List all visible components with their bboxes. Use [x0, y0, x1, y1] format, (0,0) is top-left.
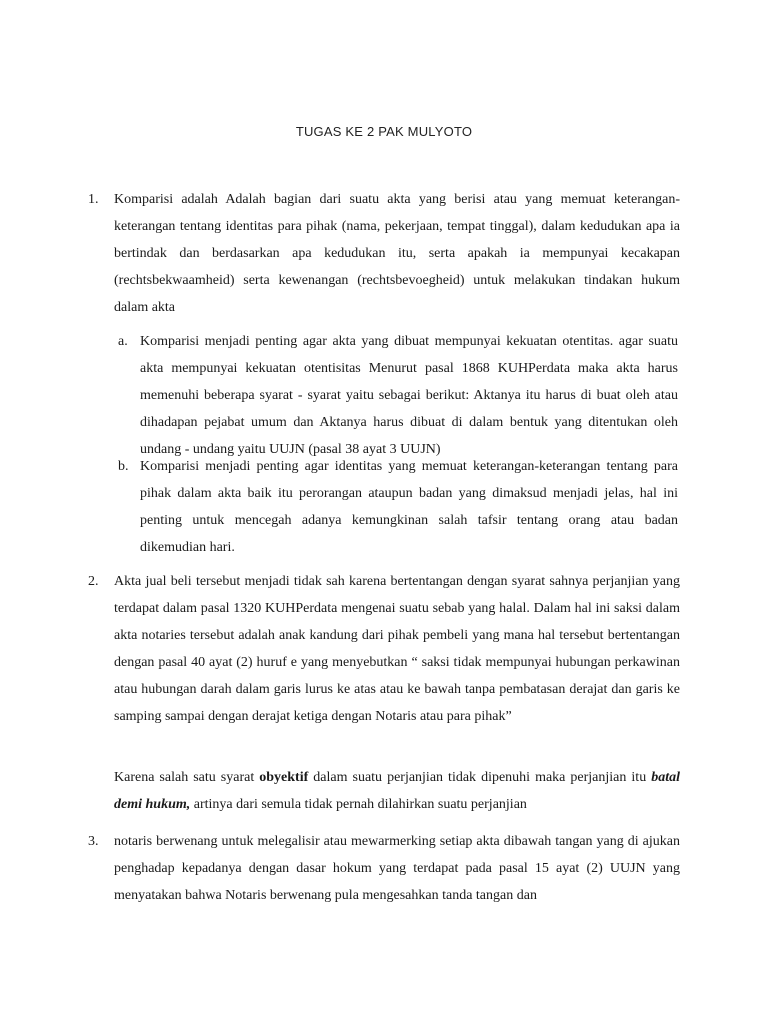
sub-item-label: a. [118, 334, 128, 349]
bold-term: obyektif [259, 770, 309, 785]
sub-item-b [118, 453, 678, 561]
list-item-2 [88, 568, 680, 730]
paragraph-text: Karena salah satu syarat [114, 770, 260, 785]
sub-item-text: Komparisi menjadi penting agar akta yang dibuat mempunyai kekuatan otentitas. agar suatu akta mempunyai kekuatan otentisitas Menurut pasal 1868 KUHPerdata maka akta harus memenuhi beberapa syarat - syarat yaitu sebagai berikut: Aktanya itu harus di buat oleh atau dihadapan pejabat umum dan Aktanya harus dibuat di dalam bentuk yang ditentukan oleh undang - undang yaitu UUJN (pasal 38 ayat 3 UUJN) [140, 334, 678, 457]
list-item-3 [88, 828, 680, 909]
conclusion-paragraph [114, 764, 680, 818]
sub-item-label: b. [118, 459, 129, 474]
list-item-text: Komparisi adalah Adalah bagian dari suatu akta yang berisi atau yang memuat keterangan-keterangan tentang identitas para pihak (nama, pekerjaan, tempat tinggal), dalam kedudukan apa ia bertindak dan berdasarkan apa kedudukan itu, serta apakah ia mempunyai kecakapan (rechtsbekwaamheid) serta kewenangan (rechtsbevoegheid) untuk melakukan tindakan hukum dalam akta [114, 192, 680, 315]
document-title: TUGAS KE 2 PAK MULYOTO [295, 124, 473, 139]
sub-item-text: Komparisi menjadi penting agar identitas yang memuat keterangan-keterangan tentang para pihak dalam akta baik itu perorangan ataupun badan yang dimaksud menjadi jelas, hal ini penting untuk mencegah adanya kemungkinan salah tafsir tentang orang atau badan dikemudian hari. [140, 459, 678, 555]
list-number: 1. [88, 192, 99, 207]
list-item-1 [88, 186, 680, 321]
paragraph-text: artinya dari semula tidak pernah dilahirkan suatu perjanjian [190, 797, 527, 812]
list-number: 2. [88, 574, 99, 589]
list-item-text: Akta jual beli tersebut menjadi tidak sah karena bertentangan dengan syarat sahnya perjanjian yang terdapat dalam pasal 1320 KUHPerdata mengenai suatu sebab yang halal. Dalam hal ini saksi dalam akta notaries tersebut adalah anak kandung dari pihak pembeli yang mana hal tersebut bertentangan dengan pasal 40 ayat (2) huruf e yang menyebutkan “ saksi tidak mempunyai hubungan perkawinan atau hubungan darah dalam garis lurus ke atas atau ke bawah tanpa pembatasan derajat dan garis ke samping sampai dengan derajat ketiga dengan Notaris atau para pihak” [114, 574, 680, 724]
paragraph-text: dalam suatu perjanjian tidak dipenuhi maka perjanjian itu [308, 770, 652, 785]
list-number: 3. [88, 834, 99, 849]
emphasis-term: batal demi hukum, [114, 770, 680, 812]
list-item-text: notaris berwenang untuk melegalisir atau mewarmerking setiap akta dibawah tangan yang di ajukan penghadap kepadanya dengan dasar hokum yang terdapat pada pasal 15 ayat (2) UUJN yang menyatakan bahwa Notaris berwenang pula mengesahkan tanda tangan dan [114, 834, 680, 903]
sub-item-a [118, 328, 678, 463]
